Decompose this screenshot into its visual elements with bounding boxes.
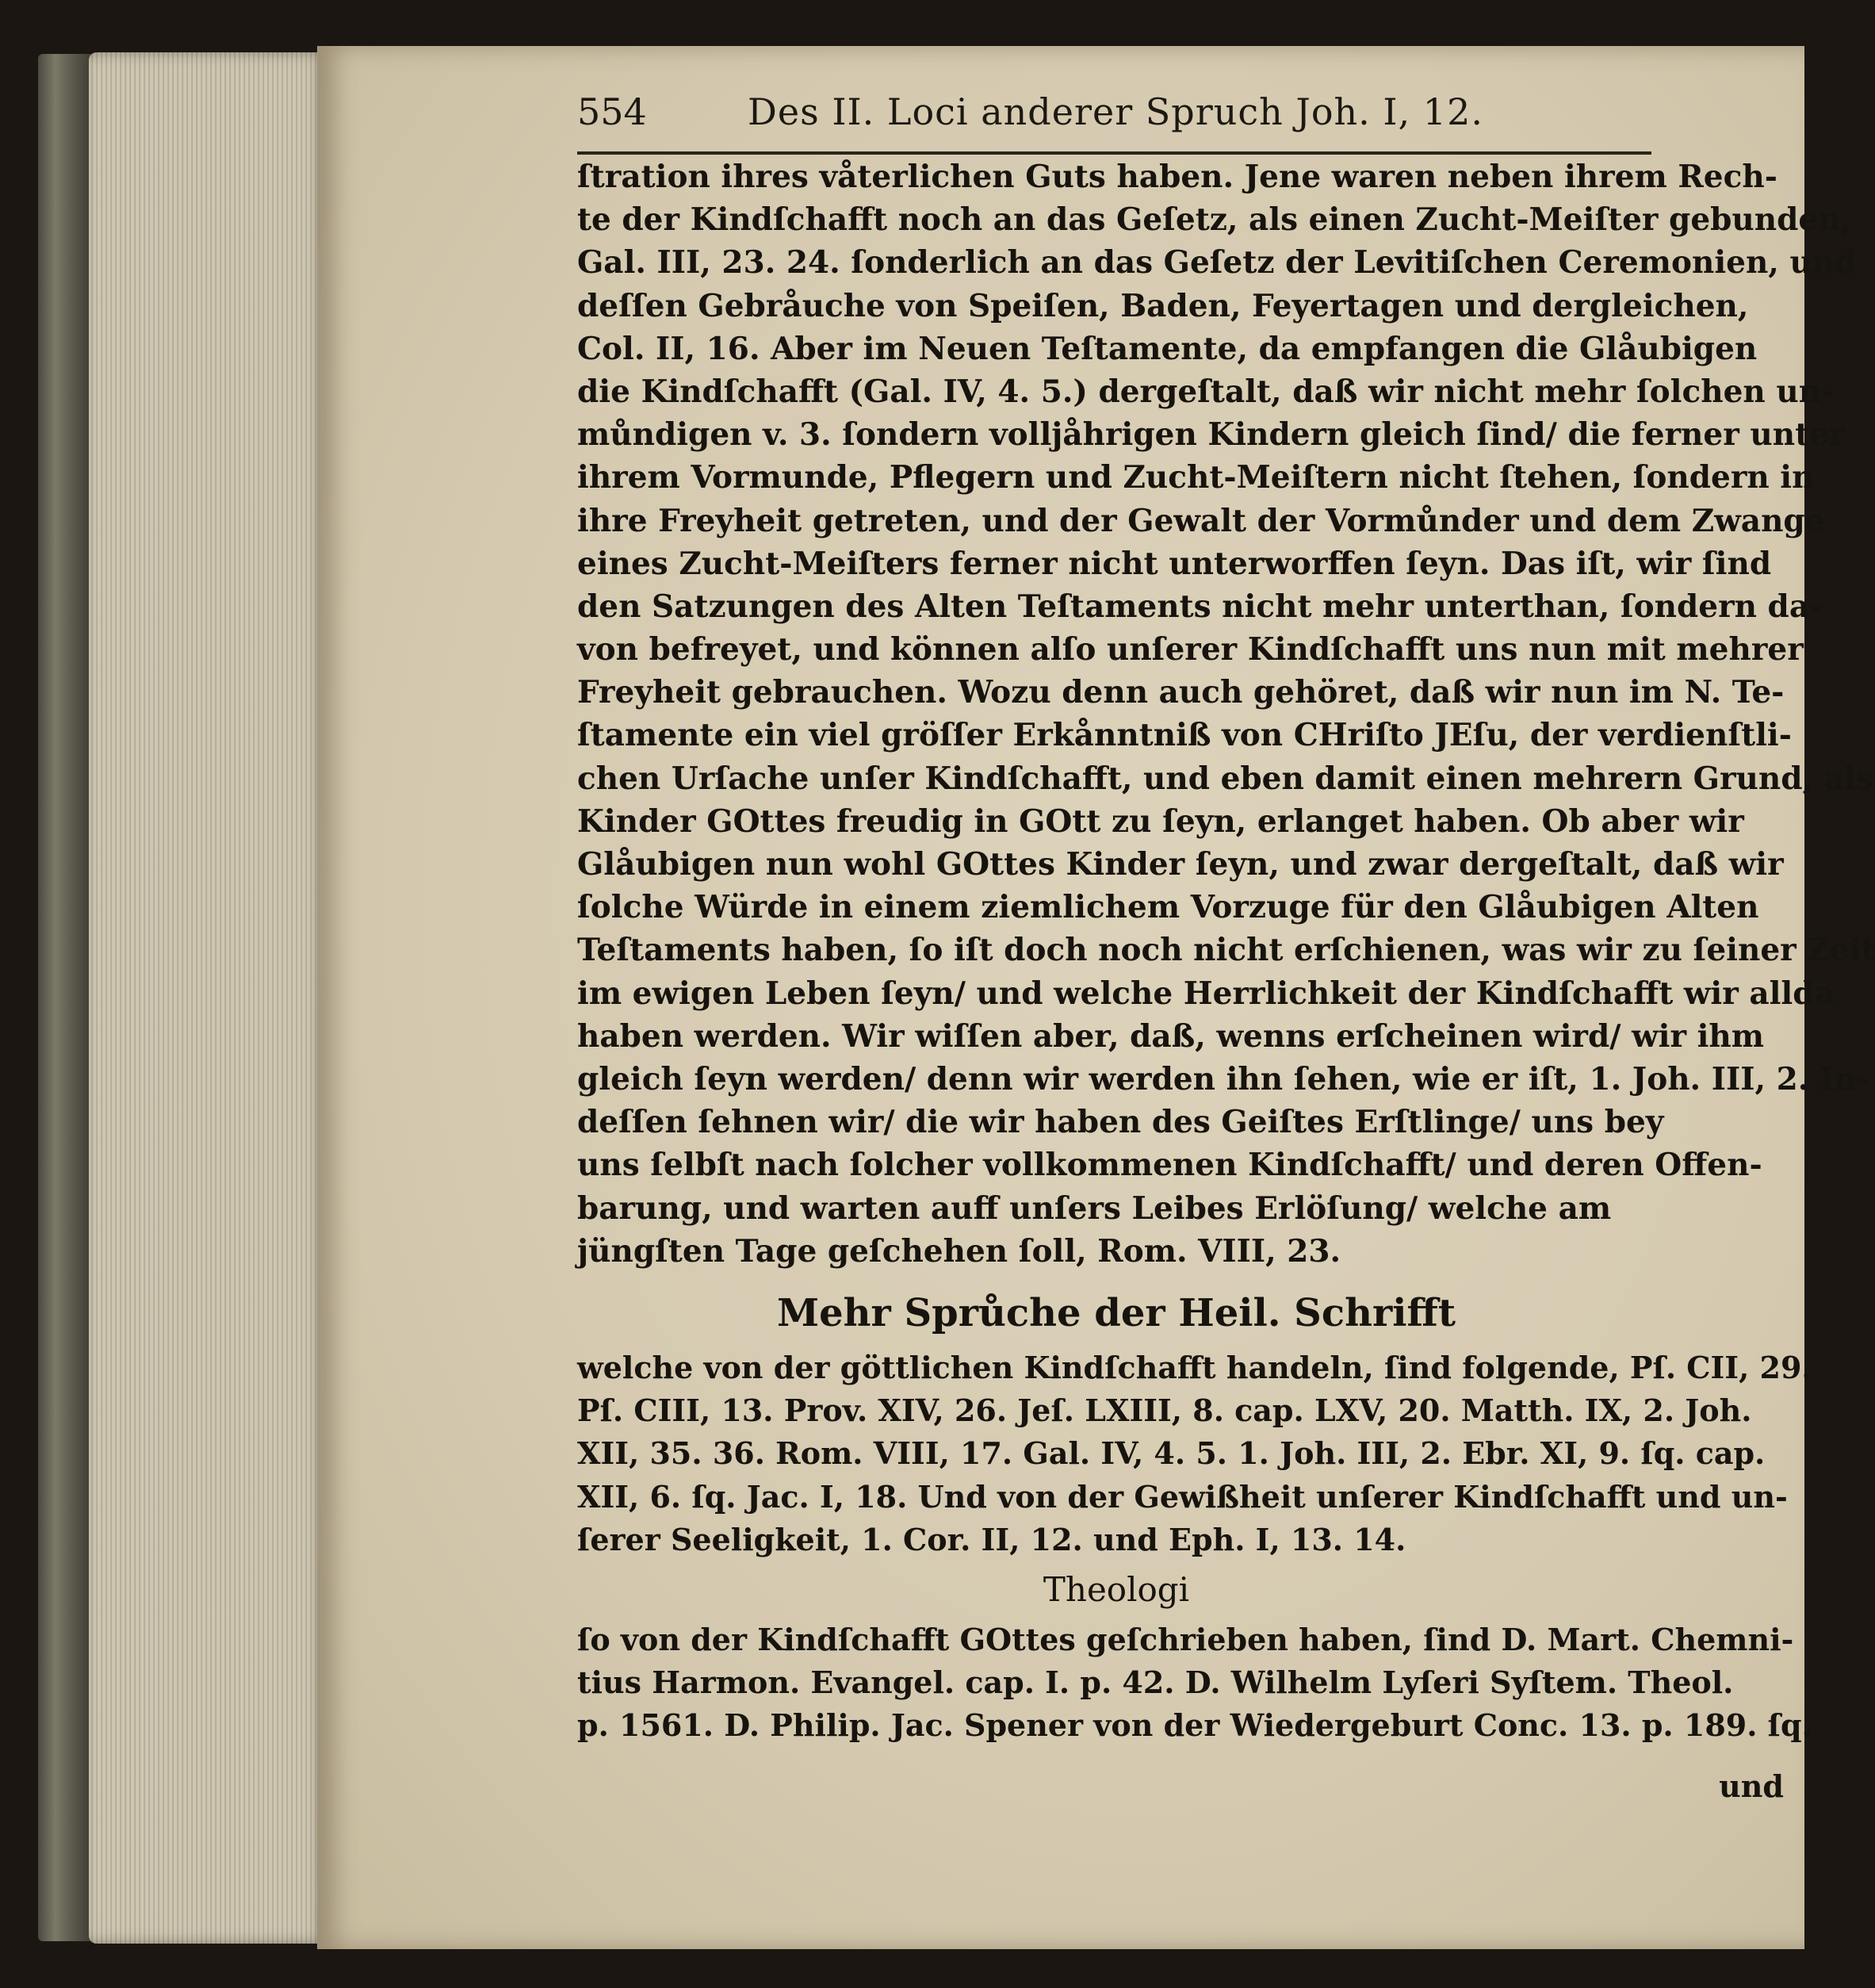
text-line: ſolche Würde in einem ziemlichem Vorzuge für den Glåubigen Alten	[577, 889, 1759, 926]
text-line: Pſ. CIII, 13. Prov. XIV, 26. Jeſ. LXIII, 8. cap. LXV, 20. Matth. IX, 2. Joh.	[577, 1392, 1752, 1429]
header-rule	[577, 151, 1651, 155]
text-line: den Satzungen des Alten Teſtaments nicht mehr unterthan, ſondern da-	[577, 588, 1823, 625]
text-line: Gal. III, 23. 24. ſonderlich an das Geſetz der Levitiſchen Ceremonien, und	[577, 244, 1857, 282]
text-line: ſerer Seeligkeit, 1. Cor. II, 12. und Eph. I, 13. 14.	[577, 1521, 1406, 1557]
text-line: můndigen v. 3. ſondern volljåhrigen Kindern gleich ſind/ die ferner unter	[577, 416, 1846, 454]
text-line: XII, 35. 36. Rom. VIII, 17. Gal. IV, 4. 5. 1. Joh. III, 2. Ebr. XI, 9. ſq. cap.	[577, 1435, 1766, 1472]
text-line: XII, 6. ſq. Jac. I, 18. Und von der Gewißheit unſerer Kindſchafft und un-	[577, 1478, 1788, 1515]
body-text	[577, 155, 1875, 1273]
text-line: Teſtaments haben, ſo iſt doch noch nicht erſchienen, was wir zu ſeiner Zeit	[577, 932, 1875, 969]
text-line: tius Harmon. Evangel. cap. I. p. 42. D. Wilhelm Lyſeri Syſtem. Theol.	[577, 1664, 1734, 1701]
text-line: von befreyet, und können alſo unſerer Kindſchafft uns nun mit mehrer	[577, 631, 1804, 668]
text-line: die Kindſchafft (Gal. IV, 4. 5.) dergeſtalt, daß wir nicht mehr ſolchen un-	[577, 373, 1835, 410]
book-page	[317, 46, 1875, 1949]
text-line: p. 1561. D. Philip. Jac. Spener von der Wiedergeburt Conc. 13. p. 189. ſq.	[577, 1707, 1812, 1744]
text-line: eines Zucht-Meiſters ferner nicht unterworffen ſeyn. Das iſt, wir ſind	[577, 545, 1772, 582]
text-line: deſſen Gebråuche von Speiſen, Baden, Feyertagen und dergleichen,	[577, 287, 1749, 324]
section-heading: Mehr Sprůche der Heil. Schrifft	[776, 1291, 1456, 1335]
text-line: Freyheit gebrauchen. Wozu denn auch gehöret, daß wir nun im N. Te-	[577, 674, 1785, 711]
running-title: Des II. Loci anderer Spruch Joh. I, 12.	[748, 90, 1483, 133]
book-cover-edge	[38, 54, 95, 1941]
page-header	[577, 90, 1790, 146]
section-text	[577, 1346, 1812, 1561]
text-line: im ewigen Leben ſeyn/ und welche Herrlichkeit der Kindſchafft wir allda	[577, 975, 1835, 1012]
theologi-text	[577, 1618, 1812, 1747]
text-line: te der Kindſchafft noch an das Geſetz, als einen Zucht-Meiſter gebunden,	[577, 201, 1852, 239]
text-line: welche von der göttlichen Kindſchafft handeln, ſind folgende, Pſ. CII, 29.	[577, 1350, 1812, 1385]
text-line: Kinder GOttes freudig in GOtt zu ſeyn, erlanget haben. Ob aber wir	[577, 802, 1744, 840]
page-number: 554	[577, 90, 647, 133]
page-edges	[89, 52, 327, 1944]
catchword: und	[1719, 1768, 1784, 1804]
text-line: Col. II, 16. Aber im Neuen Teſtamente, da empfangen die Glåubigen	[577, 330, 1758, 367]
text-line: barung, und warten auff unſers Leibes Erlöſung/ welche am	[577, 1189, 1612, 1227]
text-line: gleich ſeyn werden/ denn wir werden ihn ſehen, wie er iſt, 1. Joh. III, 2. In-	[577, 1060, 1869, 1097]
text-line: chen Urſache unſer Kindſchafft, und eben damit einen mehrern Grund, als	[577, 760, 1873, 797]
text-line: haben werden. Wir wiſſen aber, daß, wenns erſcheinen wird/ wir ihm	[577, 1017, 1765, 1055]
text-line: ſtamente ein viel gröſſer Erkånntniß von CHriſto JEſu, der verdienſtli-	[577, 717, 1792, 754]
text-line: jüngſten Tage geſchehen ſoll, Rom. VIII, 23.	[577, 1232, 1341, 1270]
text-line: ihre Freyheit getreten, und der Gewalt der Vormůnder und dem Zwange	[577, 502, 1825, 539]
text-line: deſſen ſehnen wir/ die wir haben des Geiſtes Erſtlinge/ uns bey	[577, 1104, 1664, 1141]
text-line: uns ſelbſt nach ſolcher vollkommenen Kindſchafft/ und deren Offen-	[577, 1147, 1762, 1184]
text-line: ſo von der Kindſchafft GOttes geſchrieben haben, ſind D. Mart. Chemni-	[577, 1622, 1794, 1657]
text-line: ſtration ihres våterlichen Guts haben. Jene waren neben ihrem Rech-	[577, 159, 1777, 195]
text-line: ihrem Vormunde, Pflegern und Zucht-Meiſtern nicht ſtehen, ſondern in	[577, 459, 1815, 496]
text-line: Glåubigen nun wohl GOttes Kinder ſeyn, und zwar dergeſtalt, daß wir	[577, 846, 1784, 883]
theologi-heading: Theologi	[1043, 1570, 1190, 1609]
